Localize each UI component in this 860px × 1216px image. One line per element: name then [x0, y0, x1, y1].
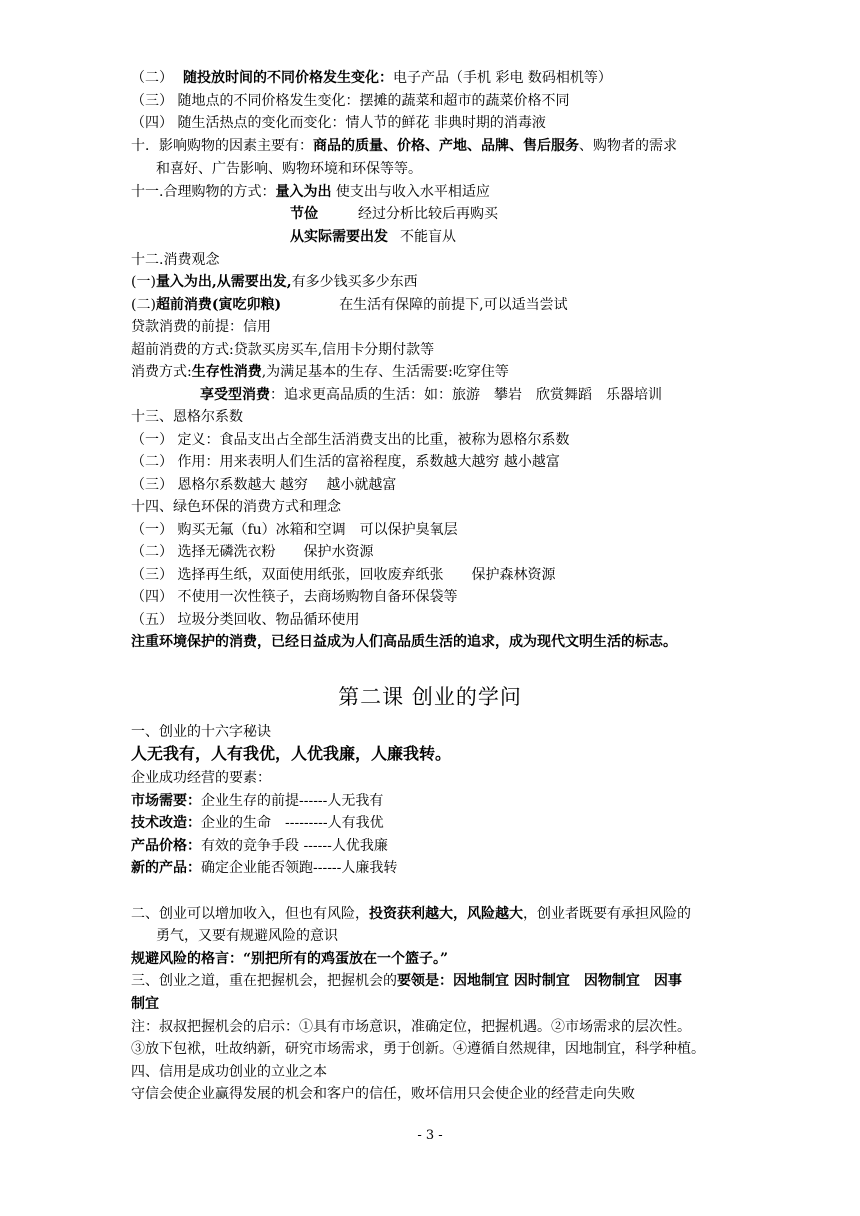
risk-paragraph	[131, 904, 691, 924]
concept-text: 有多少钱买多少东西	[291, 274, 418, 290]
factor-tech	[131, 813, 384, 833]
factor-market-need	[131, 791, 383, 811]
item-heading: 随投放时间的不同价格发生变化：	[183, 70, 393, 86]
type-text: ：追求更高品质的生活：如：旅游 攀岩 欣赏舞蹈 乐器培训	[270, 387, 662, 403]
consumption-concept-2	[131, 295, 568, 315]
risk-text: 二、创业可以增加收入，但也有风险，	[131, 906, 369, 922]
price-change-item-2	[131, 68, 612, 88]
factor-label: 产品价格：	[131, 838, 201, 854]
factor-label: 技术改造：	[131, 815, 201, 831]
opportunity-continuation: 制宜	[131, 996, 159, 1012]
opportunity-text: 三、创业之道，重在把握机会，把握机会的	[131, 973, 397, 989]
advance-consumption-methods: 超前消费的方式:贷款买房买车,信用卡分期付款等	[131, 342, 435, 358]
factor-label: 市场需要：	[131, 793, 201, 809]
engel-function: （二） 作用：用来表明人们生活的富裕程度，系数越大越穷 越小越富	[131, 454, 560, 470]
section-14-heading: 十四、绿色环保的消费方式和理念	[131, 499, 341, 515]
line-label: 消费方式:	[131, 364, 192, 380]
green-item-3: （三） 选择再生纸，双面使用纸张，回收废弃纸张 保护森林资源	[131, 567, 556, 583]
item-number: （二）	[131, 70, 173, 86]
section-13-heading: 十三、恩格尔系数	[131, 409, 243, 425]
bold-concept: 超前消费(寅吃卯粮)	[155, 297, 282, 313]
opportunity-paragraph	[131, 971, 682, 991]
method-actual-need	[290, 227, 456, 247]
factor-text: 企业的生命 ---------人有我优	[201, 815, 384, 831]
loan-premise: 贷款消费的前提：信用	[131, 319, 271, 335]
green-item-4: （四） 不使用一次性筷子，去商场购物自备环保袋等	[131, 589, 458, 605]
lesson-title: 第二课 创业的学问	[338, 685, 522, 709]
section-10-heading	[131, 136, 677, 156]
credit-text: 守信会使企业赢得发展的机会和客户的信任，败坏信用只会使企业的经营走向失败	[131, 1086, 635, 1102]
engel-definition: （一） 定义：食品支出占全部生活消费支出的比重，被称为恩格尔系数	[131, 432, 570, 448]
startup-secret-motto: 人无我有，人有我优，人优我廉，人廉我转。	[131, 744, 452, 763]
section-text: 、购物者的需求	[579, 138, 677, 154]
item-number: (一)	[131, 274, 156, 290]
bold-method: 节俭	[290, 206, 318, 222]
risk-text: ，创业者既要有承担风险的	[523, 906, 691, 922]
concept-text: 在生活有保障的前提下,可以适当尝试	[339, 297, 568, 313]
item-text: 电子产品（手机 彩电 数码相机等）	[393, 70, 612, 86]
risk-motto: 规避风险的格言：“别把所有的鸡蛋放在一个篮子。”	[131, 951, 449, 967]
factor-text: 确定企业能否领跑------人廉我转	[201, 860, 398, 876]
type-text: ,为满足基本的生存、生活需要:吃穿住等	[261, 364, 509, 380]
section-number: 十一.合理购物的方式：	[131, 184, 276, 200]
factor-text: 企业生存的前提------人无我有	[201, 793, 384, 809]
green-item-5: （五） 垃圾分类回收、物品循环使用	[131, 612, 360, 628]
green-item-2: （二） 选择无磷洗衣粉 保护水资源	[131, 544, 374, 560]
factor-text: 有效的竞争手段 ------人优我廉	[201, 838, 388, 854]
price-change-item-3: （三） 随地点的不同价格发生变化：摆摊的蔬菜和超市的蔬菜价格不同	[131, 93, 570, 109]
consumption-type-survival	[131, 362, 509, 382]
section-number: 十．影响购物的因素主要有：	[131, 138, 313, 154]
section-11-heading	[131, 182, 490, 202]
bold-method: 量入为出	[275, 184, 332, 200]
consumption-concept-1	[131, 272, 418, 292]
method-frugal	[290, 204, 498, 224]
risk-continuation: 勇气，又要有规避风险的意识	[156, 928, 338, 944]
section-12-heading: 十二.消费观念	[131, 252, 220, 268]
note-line-2: ③放下包袱，吐故纳新，研究市场需求，勇于创新。④遵循自然规律，因地制宜，科学种植。	[131, 1041, 705, 1057]
factor-new-product	[131, 858, 397, 878]
factor-price	[131, 836, 388, 856]
note-line-1: 注：叔叔把握机会的启示：①具有市场意识，准确定位，把握机遇。②市场需求的层次性。	[131, 1019, 691, 1035]
bold-concept: 量入为出,从需要出发,	[155, 274, 292, 290]
bold-factors: 商品的质量、价格、产地、品牌、售后服务	[313, 138, 579, 154]
section-10-continuation: 和喜好、广告影响、购物环境和环保等等。	[156, 161, 422, 177]
method-text: 使支出与收入水平相适应	[331, 184, 490, 200]
success-factors-heading: 企业成功经营的要素：	[131, 770, 271, 786]
factor-label: 新的产品：	[131, 860, 201, 876]
credit-heading: 四、信用是成功创业的立业之本	[131, 1064, 327, 1080]
environment-conclusion: 注重环境保护的消费，已经日益成为人们高品质生活的追求，成为现代文明生活的标志。	[131, 634, 677, 650]
bold-type: 享受型消费	[200, 387, 270, 403]
consumption-type-enjoyment	[200, 385, 662, 405]
method-text: 不能盲从	[400, 229, 456, 245]
price-change-item-4: （四） 随生活热点的变化而变化：情人节的鲜花 非典时期的消毒液	[131, 115, 546, 131]
method-text: 经过分析比较后再购买	[358, 206, 498, 222]
bold-risk: 投资获利越大，风险越大	[369, 906, 523, 922]
engel-rule: （三） 恩格尔系数越大 越穷 越小就越富	[131, 477, 397, 493]
bold-opportunity: 要领是：因地制宜 因时制宜 因物制宜 因事	[397, 973, 682, 989]
bold-type: 生存性消费	[191, 364, 262, 380]
page-number: - 3 -	[417, 1128, 443, 1143]
item-number: (二)	[131, 297, 156, 313]
bold-method: 从实际需要出发	[290, 229, 388, 245]
green-item-1: （一） 购买无氟（fu）冰箱和空调 可以保护臭氧层	[131, 522, 458, 538]
startup-secret-heading: 一、创业的十六字秘诀	[131, 724, 271, 740]
